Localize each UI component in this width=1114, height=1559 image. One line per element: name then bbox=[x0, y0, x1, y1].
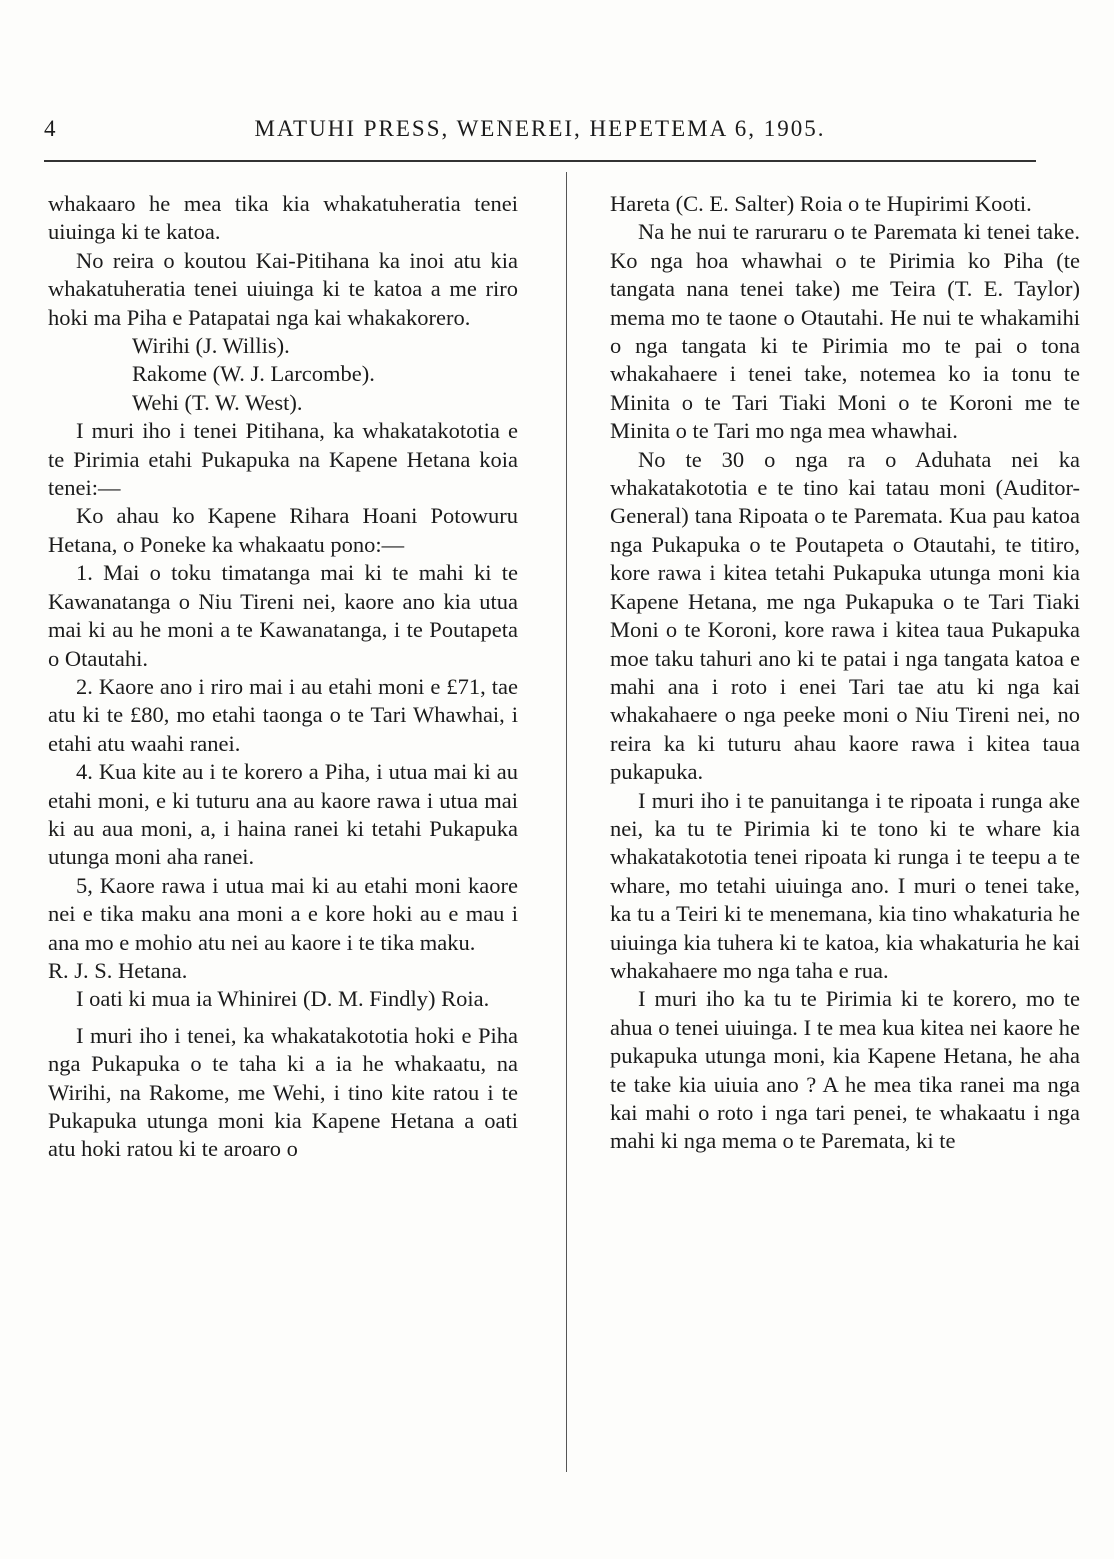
left-column bbox=[48, 190, 518, 1164]
numbered-paragraph: 4. Kua kite au i te korero a Piha, i utua mai ki au etahi moni, e ki tuturu ana au kaore rawa i utua mai ki au aua moni, a, i haina ranei ki tetahi Pukapuka utunga moni aha ranei. bbox=[48, 759, 518, 870]
paragraph: No reira o koutou Kai-Pitihana ka inoi atu kia whakatuheratia tenei uiuinga ki te katoa a me riro hoki ma Piha e Patapatai nga kai whakakorero. bbox=[48, 247, 518, 330]
paragraph: No te 30 o nga ra o Aduhata nei ka whakatakototia e te tino kai tatau moni (Auditor-General) tana Ripoata o te Paremata. Kua pau katoa nga Pukapuka o te Poutapeta o Otautahi, te titiro, kore rawa i kitea tetahi Pukapuka utunga moni kia Kapene Hetana, me nga Pukapuka o te Tari Tiaki Moni o te Koroni, kore rawa i kitea taua Pukapuka moe taku tahuri ano ki te patai i nga tangata katoa e mahi ana i roto i enei Tari tae atu ki nga kai whakahaere o nga peeke moni o Niu Tireni nei, no reira ka ki tuturu ahau kaore rawa i kitea taua pukapuka. bbox=[610, 446, 1080, 785]
numbered-paragraph: 1. Mai o toku timatanga mai ki te mahi ki te Kawanatanga o Niu Tireni nei, kaore ano kia utua mai ki au he moni a te Kawanatanga, i te Poutapeta o Otautahi. bbox=[48, 560, 518, 671]
paragraph: Na he nui te raruraru o te Paremata ki tenei take. Ko nga hoa whawhai o te Pirimia ko Piha (te tangata nana tenei take) me Teira (T. E. Taylor) mema mo te taone o Otautahi. He nui te whakamihi o nga tangata ki te Pirimia mo te pai o tona whakahaere i tenei take, notemea ko ia tonu te Minita o te Tari Tiaki Moni o te Koroni me te Minita o te Tari mo nga mea whawhai. bbox=[610, 219, 1080, 444]
column-divider bbox=[566, 172, 567, 1472]
signatory: Wehi (T. W. West). bbox=[132, 389, 303, 415]
numbered-paragraph: 5, Kaore rawa i utua mai ki au etahi moni kaore nei e tika maku ana moni a e kore hoki au e mau i ana mo e mohio atu nei au kaore i te tika maku. bbox=[48, 872, 518, 955]
signatory: Rakome (W. J. Larcombe). bbox=[132, 361, 375, 387]
paragraph: I muri iho i tenei, ka whakatakototia hoki e Piha nga Pukapuka o te taha ki a ia he whakaatu, na Wirihi, na Rakome, me Wehi, i tino kite ratou i te Pukapuka utunga moni kia Kapene Hetana a oati atu hoki ratou ki te aroaro o bbox=[48, 1022, 518, 1162]
paragraph: I oati ki mua ia Whinirei (D. M. Findly) Roia. bbox=[76, 986, 490, 1012]
paragraph: whakaaro he mea tika kia whakatuheratia tenei uiuinga ki te katoa. bbox=[48, 191, 518, 245]
paragraph: I muri iho i te panuitanga i te ripoata i runga ake nei, ka tu te Pirimia ki te tono ki te whare kia whakatakototia tenei ripoata ki runga i te teepu a te whare, mo tetahi uiuinga ano. I muri o tenei take, ka tu a Teiri ki te menemana, kia tino whakaturia he uiuinga kia tuhera ki te katoa, kia whakaturia he kai whakahaere mo nga taha e rua. bbox=[610, 787, 1080, 983]
signatory: Wirihi (J. Willis). bbox=[132, 333, 290, 359]
numbered-paragraph: 2. Kaore ano i riro mai i au etahi moni e £71, tae atu ki te £80, mo etahi taonga o te Tari Whawhai, i etahi atu waahi ranei. bbox=[48, 673, 518, 756]
header-rule bbox=[44, 160, 1036, 162]
page-header bbox=[44, 116, 1036, 148]
page-title: MATUHI PRESS, WENEREI, HEPETEMA 6, 1905. bbox=[254, 116, 826, 141]
paragraph: I muri iho i tenei Pitihana, ka whakatakototia e te Pirimia etahi Pukapuka na Kapene Hetana koia tenei:— bbox=[48, 418, 518, 501]
paragraph: I muri iho ka tu te Pirimia ki te korero, mo te ahua o tenei uiuinga. I te mea kua kitea nei kaore he pukapuka utunga moni, kia Kapene Hetana, he aha te take kia uiuia ano ? A he mea tika ranei ma nga kai mahi o roto i nga tari penei, te whakaatu i nga mahi ki nga mema o te Paremata, ki te bbox=[610, 986, 1080, 1154]
right-column bbox=[610, 190, 1080, 1156]
paragraph: Hareta (C. E. Salter) Roia o te Hupirimi Kooti. bbox=[610, 191, 1032, 216]
paragraph: Ko ahau ko Kapene Rihara Hoani Potowuru Hetana, o Poneke ka whakaatu pono:— bbox=[48, 503, 518, 557]
signature: R. J. S. Hetana. bbox=[48, 957, 188, 983]
page-number: 4 bbox=[44, 116, 56, 141]
